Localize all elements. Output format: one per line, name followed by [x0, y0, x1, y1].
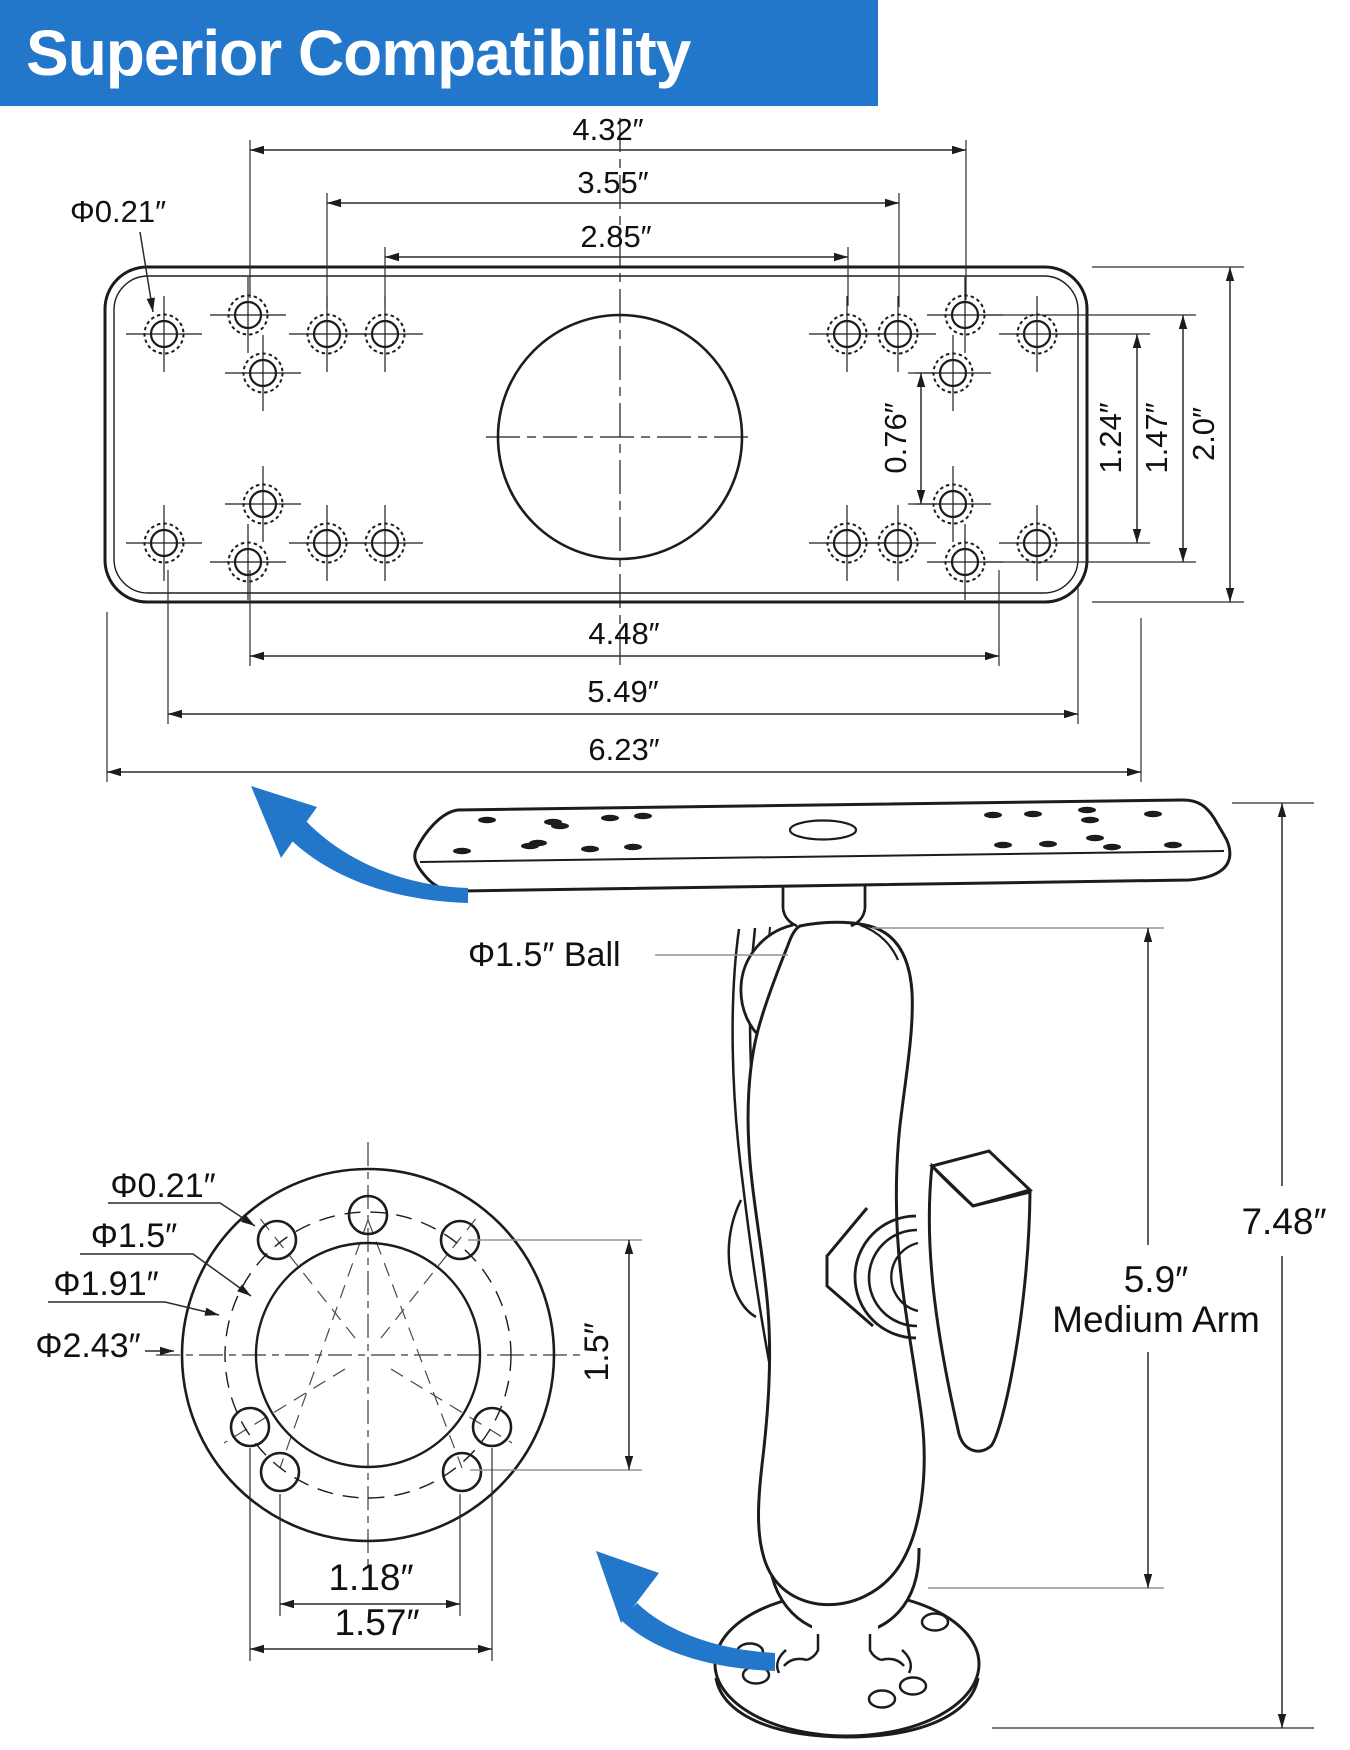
dim-1-24: 1.24″: [1093, 402, 1128, 474]
dim-1-57: 1.57″: [334, 1602, 420, 1643]
dim-1-5: 1.5″: [578, 1322, 616, 1382]
arm-name-label: Medium Arm: [1052, 1299, 1260, 1340]
base-outer-circle: [182, 1169, 554, 1541]
curved-arrow-base-icon: [596, 1551, 775, 1671]
dim-1-18: 1.18″: [328, 1557, 414, 1598]
base-label-phi191: Φ1.91″: [53, 1265, 159, 1303]
dim-1-47: 1.47″: [1139, 402, 1174, 474]
front-right-dimensions: [878, 267, 1244, 602]
dim-2-0: 2.0″: [1186, 406, 1221, 462]
dim-0-76: 0.76″: [878, 402, 913, 474]
front-hole-diameter-label: Φ0.21″: [70, 194, 167, 229]
base-label-phi243: Φ2.43″: [35, 1327, 141, 1365]
dim-6-23: 6.23″: [588, 732, 660, 767]
dim-4-48: 4.48″: [588, 616, 660, 651]
ball-size-label: Φ1.5″ Ball: [468, 936, 621, 974]
side-plate: [415, 800, 1230, 926]
dim-5-49: 5.49″: [587, 674, 659, 709]
base-label-phi021: Φ0.21″: [110, 1167, 216, 1205]
dim-5-9: 5.9″: [1123, 1259, 1189, 1300]
clamp-arm-body: [748, 922, 924, 1604]
front-view-diagram: [70, 112, 1244, 782]
dim-7-48: 7.48″: [1241, 1201, 1327, 1242]
front-top-dimensions: [250, 112, 966, 308]
dim-3-55: 3.55″: [577, 165, 649, 200]
base-view-diagram: [35, 1142, 642, 1661]
mounting-holes: [126, 277, 1075, 600]
dim-2-85: 2.85″: [580, 219, 652, 254]
page-title: Superior Compatibility: [26, 17, 691, 89]
dim-4-32: 4.32″: [572, 112, 644, 147]
base-label-phi15: Φ1.5″: [90, 1217, 178, 1255]
side-view-diagram: [415, 800, 1230, 1737]
